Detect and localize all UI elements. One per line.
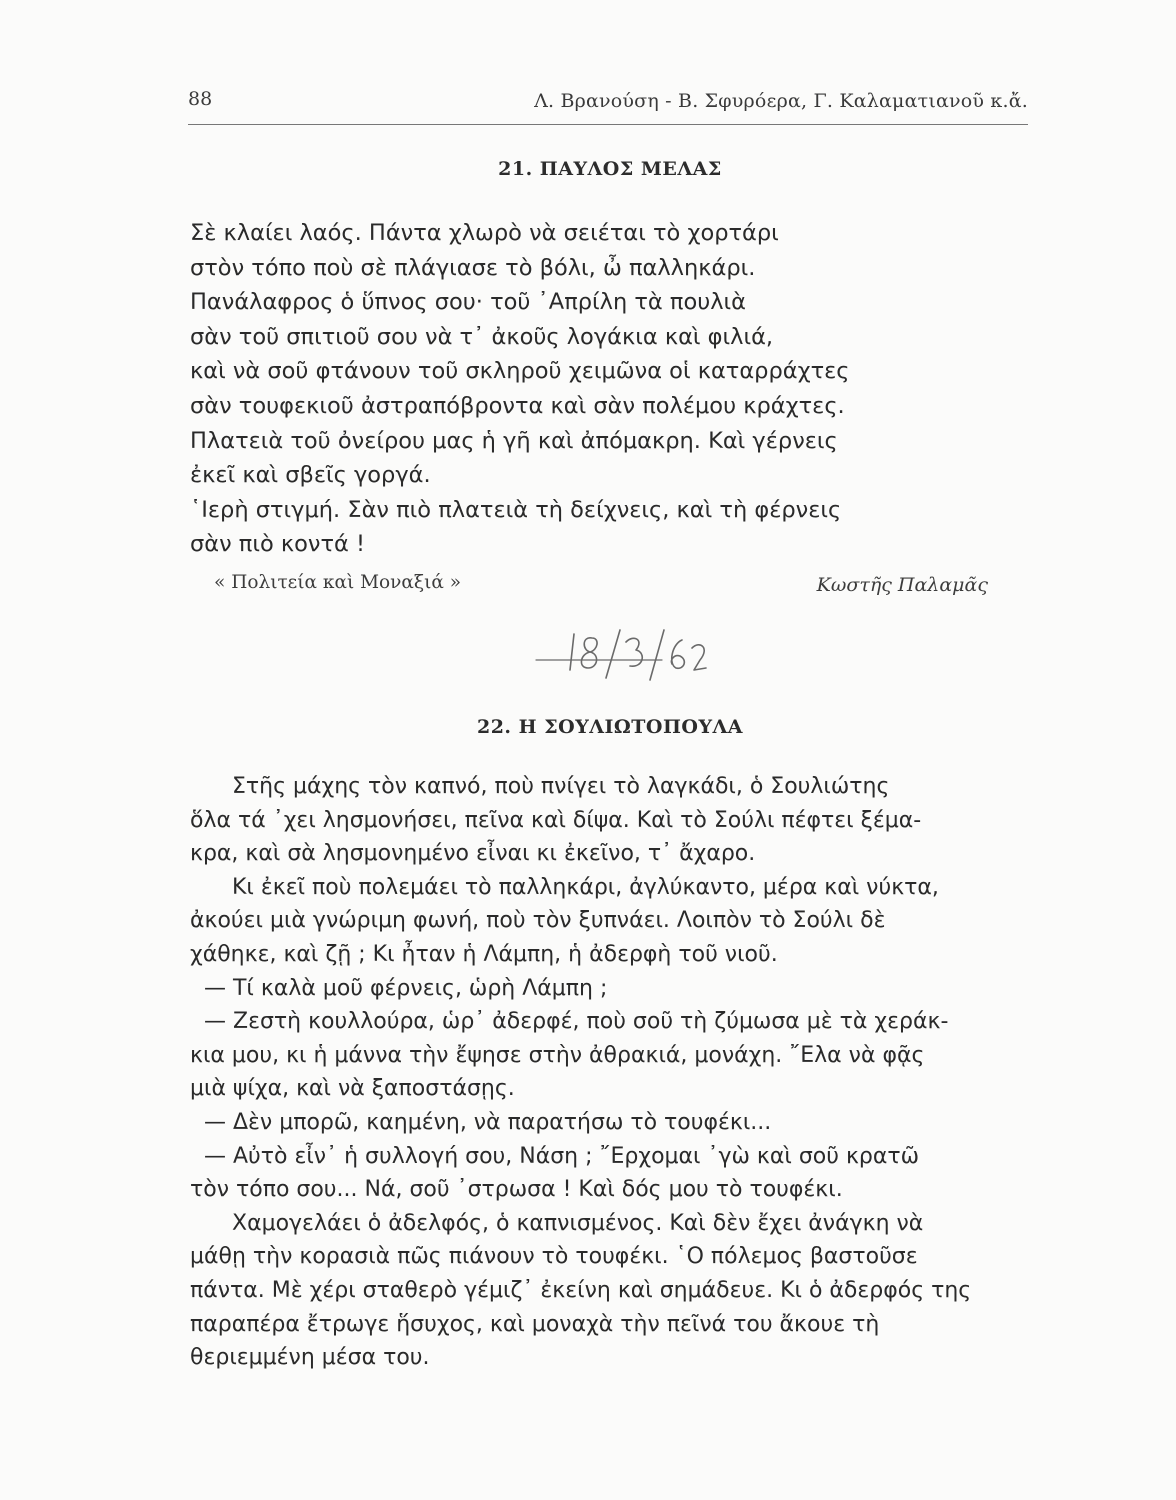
prose-line: — Αὐτὸ εἶν᾿ ἡ συλλογή σου, Νάση ; ῎Ερχομαι ᾿γὼ καὶ σοῦ κρατῶ [204,1143,920,1169]
prose-line: πάντα. Μὲ χέρι σταθερὸ γέμιζ᾿ ἐκείνη καὶ σημάδευε. Κι ὁ ἀδερφός της [190,1277,972,1303]
prose-line: Στῆς μάχης τὸν καπνό, ποὺ πνίγει τὸ λαγκάδι, ὁ Σουλιώτης [232,774,890,799]
poem-line: Πλατειὰ τοῦ ὀνείρου μας ἡ γῆ καὶ ἀπόμακρη. Καὶ γέρνεις [190,427,838,454]
prose-line: ὅλα τά ᾿χει λησμονήσει, πεῖνα καὶ δίψα. Καὶ τὸ Σούλι πέφτει ξέμα- [190,807,922,833]
poem-body [190,216,850,562]
prose-line: θεριεμμένη μέσα του. [190,1345,430,1371]
prose-line: Χαμογελάει ὁ ἀδελφός, ὁ καπνισμένος. Καὶ δὲν ἔχει ἀνάγκη νὰ [232,1210,924,1236]
poem-line: στὸν τόπο ποὺ σὲ πλάγιασε τὸ βόλι, ὦ παλληκάρι. [190,254,756,281]
prose-line: — Τί καλὰ μοῦ φέρνεις, ὡρὴ Λάμπη ; [204,975,608,1001]
page-header [188,88,1028,125]
prose-line: τὸν τόπο σου... Νά, σοῦ ᾿στρωσα ! Καὶ δός μου τὸ τουφέκι. [190,1177,843,1203]
handwritten-date-note [534,626,710,684]
poem-line: Σὲ κλαίει λαός. Πάντα χλωρὸ νὰ σειέται τὸ χορτάρι [190,220,779,246]
poem-line: ἐκεῖ καὶ σβεῖς γοργά. [190,462,431,489]
prose-line: — Ζεστὴ κουλλούρα, ὡρ᾿ ἀδερφέ, ποὺ σοῦ τὴ ζύμωσα μὲ τὰ χεράκ- [204,1009,949,1035]
poem-source: « Πολιτεία καὶ Μοναξιά » [214,572,462,593]
poem-line: καὶ νὰ σοῦ φτάνουν τοῦ σκληροῦ χειμῶνα οἱ καταρράχτες [190,358,850,385]
poem-title: 21. ΠΑΥΛΟΣ ΜΕΛΑΣ [498,158,722,180]
prose-line: μάθῃ τὴν κορασιὰ πῶς πιάνουν τὸ τουφέκι. ῾Ο πόλεμος βαστοῦσε [190,1244,918,1270]
poem-line: Πανάλαφρος ὁ ὕπνος σου· τοῦ ᾿Απρίλη τὰ πουλιὰ [190,289,746,316]
prose-line: χάθηκε, καὶ ζῇ ; Κι ἦταν ἡ Λάμπη, ἡ ἀδερφὴ τοῦ νιοῦ. [190,941,778,967]
page-number: 88 [188,88,213,110]
prose-body [190,770,1030,1375]
prose-line: μιὰ ψίχα, καὶ νὰ ξαποστάσῃς. [190,1076,515,1102]
prose-line: ἀκούει μιὰ γνώριμη φωνή, ποὺ τὸν ξυπνάει. Λοιπὸν τὸ Σούλι δὲ [190,908,886,934]
poem-line: σὰν τουφεκιοῦ ἀστραπόβροντα καὶ σὰν πολέμου κράχτες. [190,392,845,419]
poem-line: σὰν πιὸ κοντά ! [190,531,366,558]
poem-author: Κωστῆς Παλαμᾶς [816,574,988,596]
poem-line: ῾Ιερὴ στιγμή. Σὰν πιὸ πλατειὰ τὴ δείχνεις, καὶ τὴ φέρνεις [190,496,842,523]
prose-line: Κι ἐκεῖ ποὺ πολεμάει τὸ παλληκάρι, ἀγλύκαντο, μέρα καὶ νύκτα, [232,874,939,900]
poem-line: σὰν τοῦ σπιτιοῦ σου νὰ τ᾿ ἀκοῦς λογάκια καὶ φιλιά, [190,323,774,350]
running-head: Λ. Βρανούση - Β. Σφυρόερα, Γ. Καλαματιανοῦ κ.ἄ. [534,90,1028,112]
prose-line: κρα, καὶ σὰ λησμονημένο εἶναι κι ἐκεῖνο, τ᾿ ἄχαρο. [190,841,756,867]
prose-line: κια μου, κι ἡ μάννα τὴν ἔψησε στὴν ἀθρακιά, μονάχη. ῎Ελα νὰ φᾷς [190,1042,925,1068]
prose-line: παραπέρα ἔτρωγε ἥσυχος, καὶ μοναχὰ τὴν πεῖνά του ἄκουε τὴ [190,1311,880,1337]
prose-line: — Δὲν μπορῶ, καημένη, νὰ παρατήσω τὸ τουφέκι... [204,1109,772,1135]
prose-title: 22. Η ΣΟΥΛΙΩΤΟΠΟΥΛΑ [476,716,744,738]
